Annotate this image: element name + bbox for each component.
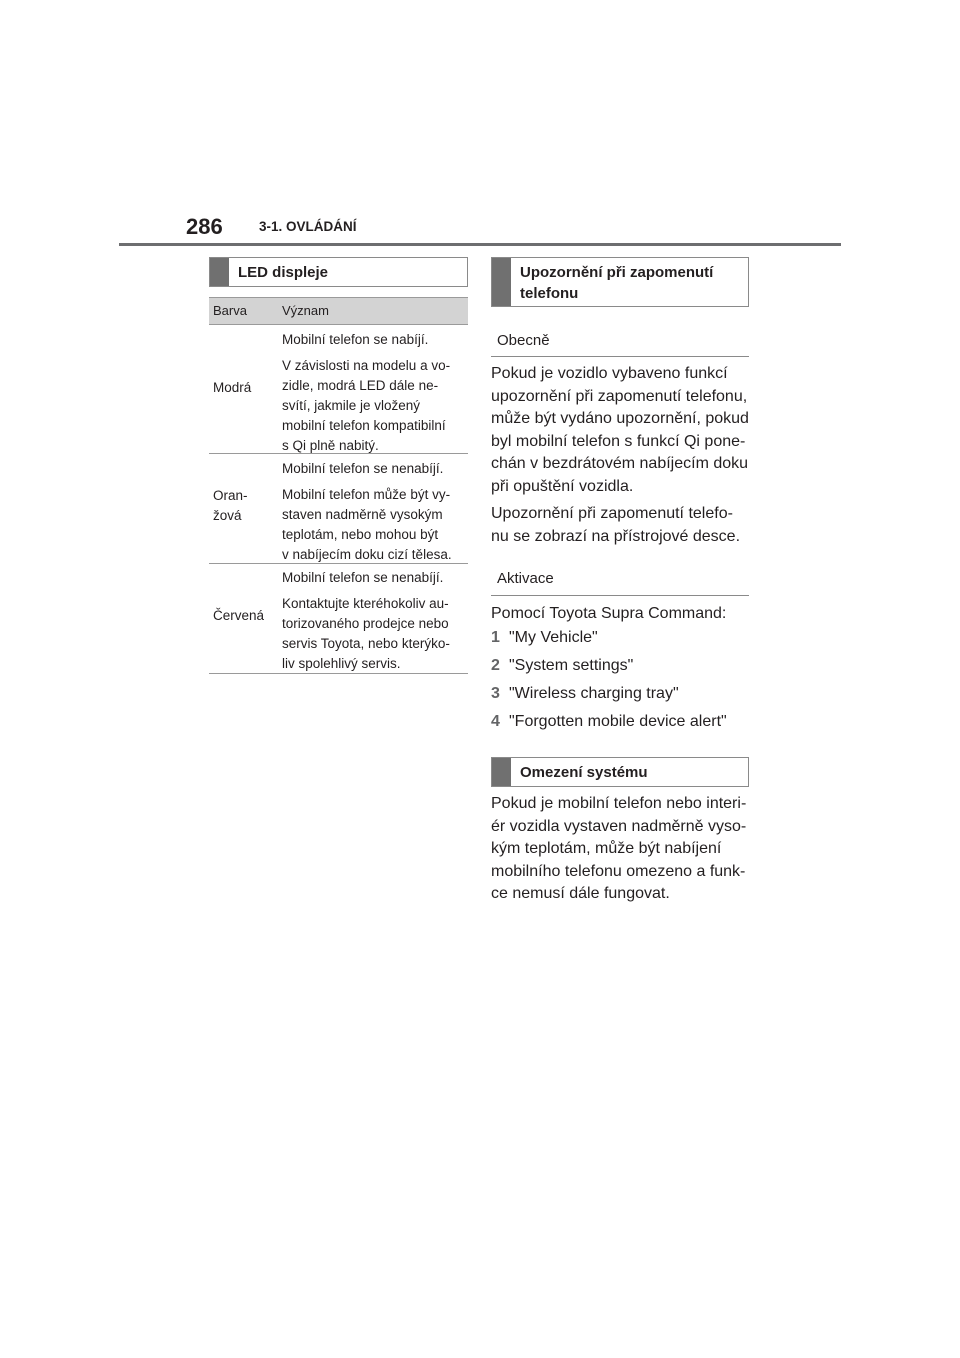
- subheading-activation: [491, 565, 749, 596]
- subheading-text: Obecně: [497, 332, 550, 349]
- row-color: Oran- žová: [213, 488, 248, 523]
- paragraph-limits: Pokud je mobilní telefon nebo interi- ér vozidla vystaven nadměrně vyso- kým teplotám, může být nabíjení mobilního telefonu omezeno a funk- ce nemusí dále fungovat.: [491, 795, 747, 902]
- led-table: [209, 297, 468, 671]
- step-item: [491, 713, 727, 731]
- heading-bar: [492, 758, 511, 786]
- subheading-general: [491, 326, 749, 357]
- row-color: Modrá: [213, 380, 252, 395]
- section-title: 3-1. OVLÁDÁNÍ: [259, 219, 357, 234]
- heading-bar: [492, 258, 511, 306]
- step-item: [491, 685, 679, 703]
- step-text: "Forgotten mobile device alert": [509, 713, 727, 730]
- step-text: "System settings": [509, 657, 634, 674]
- table-row: [209, 454, 468, 564]
- meaning-line: Mobilní telefon může být vy- staven nadměrně vysokým teplotám, nebo mohou být v nabíjecím doku cizí tělesa.: [282, 487, 452, 562]
- subheading-text: Aktivace: [497, 570, 554, 587]
- paragraph-general: Pokud je vozidlo vybaveno funkcí upozornění při zapomenutí telefonu, může být vydáno upozornění, pokud byl mobilní telefon s funkcí Qi pone- chán v bezdrátovém nabíjecím doku při opuštění vozidla.: [491, 365, 749, 495]
- table-row: [209, 564, 468, 674]
- heading-led-displays: [209, 257, 468, 287]
- heading-forgotten-phone-alert: [491, 257, 749, 307]
- step-text: "My Vehicle": [509, 629, 598, 646]
- heading-system-limits: [491, 757, 749, 787]
- heading-text: Omezení systému: [520, 764, 648, 781]
- step-item: [491, 629, 598, 647]
- meaning-line: Mobilní telefon se nenabíjí.: [282, 570, 444, 585]
- step-number: 1: [491, 629, 500, 646]
- column-header-color: Barva: [213, 303, 247, 318]
- meaning-line: Mobilní telefon se nabíjí.: [282, 332, 429, 347]
- header-rule: [119, 243, 841, 246]
- row-meaning: [282, 330, 465, 462]
- paragraph-display: Upozornění při zapomenutí telefo- nu se zobrazí na přístrojové desce.: [491, 505, 741, 545]
- row-meaning: [282, 459, 465, 571]
- meaning-line: Kontaktujte kteréhokoliv au- torizovaného prodejce nebo servis Toyota, nebo kterýko- liv spolehlivý servis.: [282, 596, 450, 671]
- heading-bar: [210, 258, 229, 286]
- step-text: "Wireless charging tray": [509, 685, 679, 702]
- step-number: 4: [491, 713, 500, 730]
- paragraph-intro: Pomocí Toyota Supra Command:: [491, 605, 727, 622]
- table-header: [209, 297, 468, 325]
- row-color: Červená: [213, 608, 265, 623]
- step-number: 2: [491, 657, 500, 674]
- row-meaning: [282, 568, 465, 680]
- heading-text: LED displeje: [238, 264, 329, 281]
- meaning-line: V závislosti na modelu a vo- zidle, modrá LED dále ne- svítí, jakmile je vložený mobilní telefon kompatibilní s Qi plně nabitý.: [282, 358, 451, 453]
- meaning-line: Mobilní telefon se nenabíjí.: [282, 461, 444, 476]
- step-item: [491, 657, 633, 675]
- table-row: [209, 325, 468, 454]
- step-number: 3: [491, 685, 500, 702]
- heading-text: Upozornění při zapomenutí telefonu: [520, 264, 714, 302]
- page-number: 286: [186, 214, 223, 239]
- column-header-meaning: Význam: [282, 303, 329, 318]
